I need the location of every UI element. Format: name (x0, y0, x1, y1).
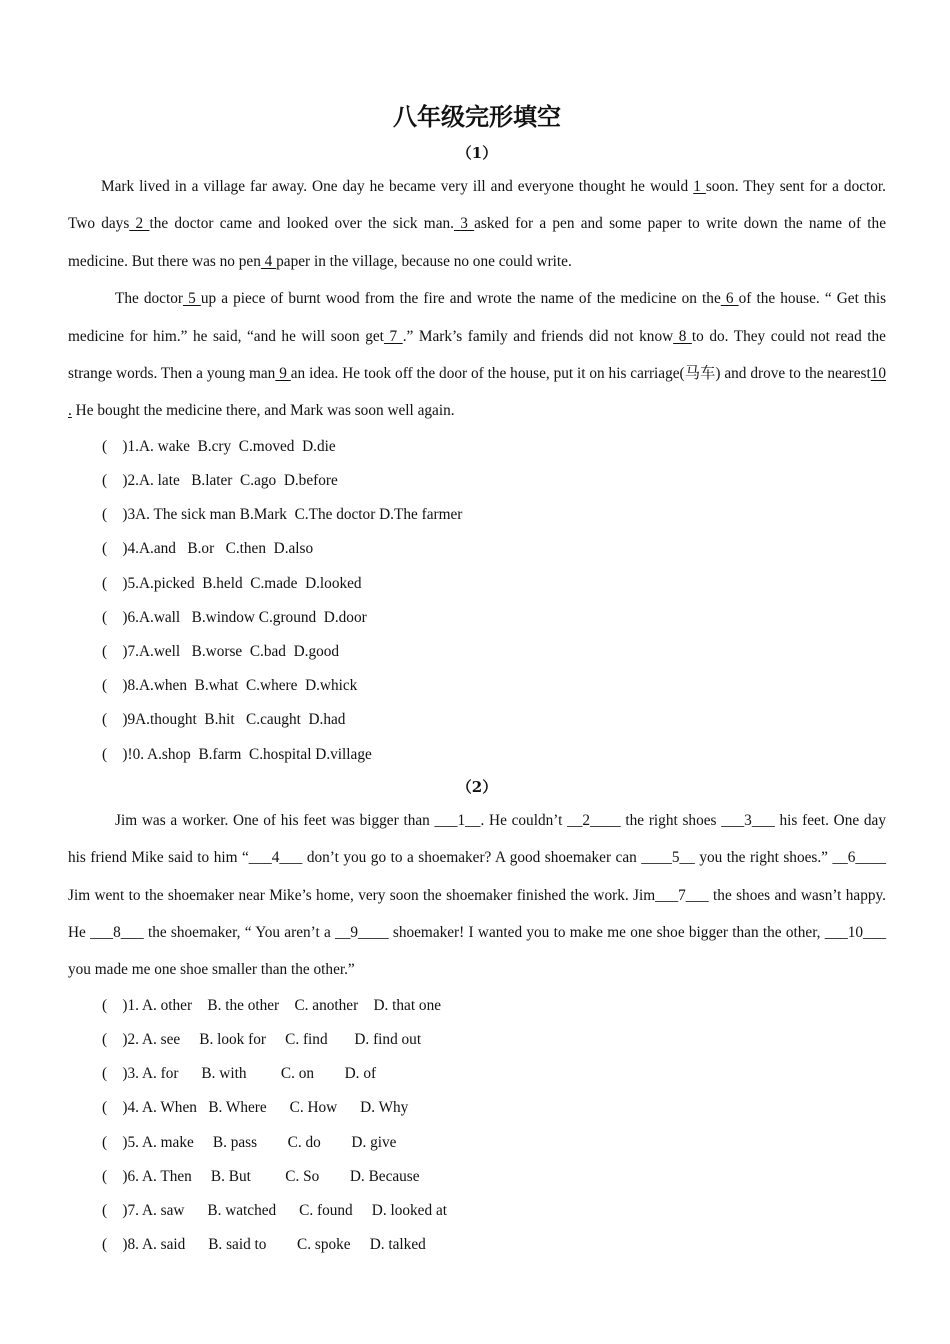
blank-1: 1 (693, 178, 706, 195)
question-item: ( )4. A. When B. Where C. How D. Why (102, 1099, 409, 1117)
blank-6: 6 (720, 290, 739, 308)
question-item: ( )6.A.wall B.window C.ground D.door (102, 608, 367, 626)
blank-8: 8 (673, 327, 692, 345)
question-item: ( )6. A. Then B. But C. So D. Because (102, 1167, 420, 1185)
section-1-heading: （1） (456, 144, 498, 162)
blank-5: 5 (182, 290, 201, 308)
question-item: ( )7.A.well B.worse C.bad D.good (102, 642, 340, 660)
question-item: ( )1.A. wake B.cry C.moved D.die (102, 437, 336, 455)
blank-2: 2 (129, 215, 150, 233)
passage-2-paragraph: Jim was a worker. One of his feet was bigger than ___1__. He couldn’t __2____ the right shoes ___3___ his feet. One day his friend Mike said to him “___4___ don’t you go to a shoemaker? A good shoemaker can ____5__ you the right shoes.” __6____ Jim went to the shoemaker near Mike’s home, very soon the shoemaker finished the work. Jim___7___ the shoes and wasn’t happy. He ___8___ the shoemaker, “ You aren’t a __9____ shoemaker! I wanted you to make me one shoe bigger than the other, ___10___ you made me one shoe smaller than the other.” (68, 811, 886, 979)
question-item: ( )4.A.and B.or C.then D.also (102, 540, 314, 558)
section-2-heading: （2） (456, 777, 498, 796)
worksheet-page (68, 96, 886, 1262)
question-item: ( )8. A. said B. said to C. spoke D. talked (102, 1236, 426, 1254)
question-item: ( )7. A. saw B. watched C. found D. looked at (102, 1201, 447, 1219)
question-item: ( )9A.thought B.hit C.caught D.had (102, 711, 346, 729)
blank-3: 3 (453, 215, 475, 233)
passage-1-paragraph-1: Mark lived in a village far away. One day he became very ill and everyone thought he would 1 soon. They sent for a doctor. Two days 2 the doctor came and looked over the sick man. 3 asked for a pen and some paper to write down the name of the medicine. But there was no pen 4 paper in the village, because no one could write. (68, 178, 886, 270)
question-item: ( )5. A. make B. pass C. do D. give (102, 1133, 397, 1151)
blank-9: 9 (275, 365, 291, 383)
blank-4: 4 (260, 252, 277, 270)
question-item: ( )5.A.picked B.held C.made D.looked (102, 574, 362, 592)
question-item: ( )1. A. other B. the other C. another D. that one (102, 996, 442, 1014)
passage-1-paragraph-2: The doctor 5 up a piece of burnt wood from the fire and wrote the name of the medicine on the 6 of the house. “ Get this medicine for him.” he said, “and he will soon get 7 .” Mark’s family and friends did not know 8 to do. They could not read the strange words. Then a young man 9 an idea. He took off the door of the house, put it on his carriage(马车) and drove to the nearest10 . He bought the medicine there, and Mark was soon well again. (68, 290, 887, 420)
page-title: 八年级完形填空 (393, 102, 561, 131)
section-2-question-list (68, 989, 886, 1263)
question-item: ( )2. A. see B. look for C. find D. find out (102, 1030, 422, 1048)
section-1-question-list (68, 430, 886, 772)
question-item: ( )2.A. late B.later C.ago D.before (102, 472, 338, 490)
question-item: ( )!0. A.shop B.farm C.hospital D.village (102, 745, 372, 763)
question-item: ( )8.A.when B.what C.where D.whick (102, 677, 358, 695)
blank-10: 10 . (68, 365, 887, 420)
blank-7: 7 (383, 327, 403, 345)
question-item: ( )3A. The sick man B.Mark C.The doctor D.The farmer (102, 506, 463, 524)
question-item: ( )3. A. for B. with C. on D. of (102, 1065, 377, 1083)
